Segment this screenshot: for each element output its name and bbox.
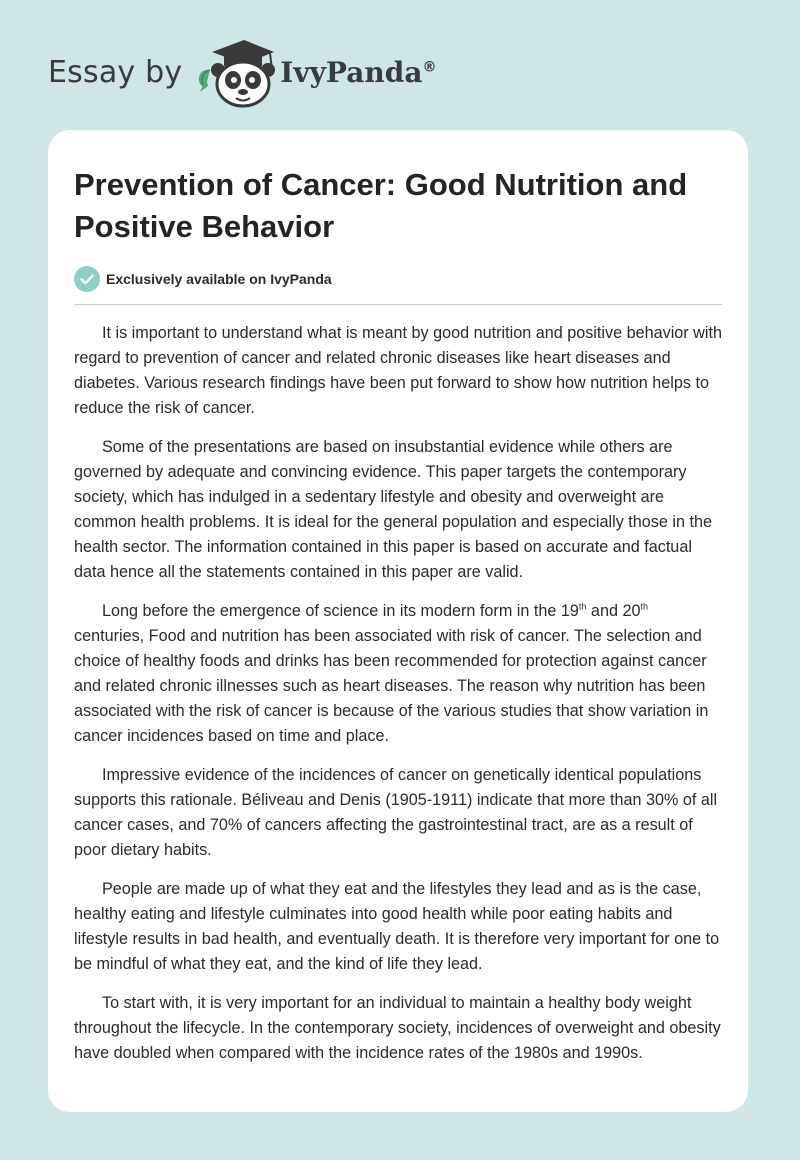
paragraph: Impressive evidence of the incidences of cancer on genetically identical populations supports this rationale. Béliveau and Denis (1905-1911) indicate that more than 30% of all cancer cases, and 70% of cancers affecting the gastrointestinal tract, are as a result of poor dietary habits. (74, 766, 718, 859)
essay-title: Prevention of Cancer: Good Nutrition and Positive Behavior (74, 167, 688, 244)
paragraph: Some of the presentations are based on insubstantial evidence while others are governed by adequate and convincing evidence. This paper targets the contemporary society, which has indulged in a sedentary lifestyle and obesity and overweight are common health problems. It is ideal for the general population and especially those in the health sector. The information contained in this paper is based on accurate and factual data hence all the statements contained in this paper are valid. (74, 438, 712, 581)
paragraph: People are made up of what they eat and the lifestyles they lead and as is the case, healthy eating and lifestyle culminates into good health while poor eating habits and lifestyle results in bad health, and eventually death. It is therefore very important for one to be mindful of what they eat, and the kind of life they lead. (74, 880, 720, 973)
superscript: th (578, 601, 587, 612)
essay-body (74, 321, 722, 1066)
title-divider (74, 304, 722, 305)
brand-prefix: Essay by (48, 54, 183, 90)
essay-card (48, 130, 748, 1112)
check-circle-icon (74, 266, 100, 292)
superscript: th (640, 601, 648, 612)
paragraph: It is important to understand what is meant by good nutrition and positive behavior with regard to prevention of cancer and related chronic diseases like heart diseases and diabetes. Various research findings have been put forward to show how nutrition helps to reduce the risk of cancer. (74, 324, 722, 417)
paragraph: To start with, it is very important for an individual to maintain a healthy body weight throughout the lifecycle. In the contemporary society, incidences of overweight and obesity have doubled when compared with the incidence rates of the 1980s and 1990s. (74, 994, 721, 1062)
brand-name: IvyPanda® (280, 55, 437, 89)
registered-mark: ® (422, 59, 437, 76)
paragraph: Long before the emergence of science in its modern form in the 19th and 20th centuries, Food and nutrition has been associated with risk of cancer. The selection and choice of healthy foods and drinks has been recommended for protection against cancer and related chronic illnesses such as heart diseases. The reason why nutrition has been associated with the risk of cancer is because of the various studies that show variation in cancer incidences based on time and place. (74, 601, 709, 745)
brand-header (48, 36, 436, 108)
exclusive-badge-text: Exclusively available on IvyPanda (106, 271, 332, 287)
panda-logo-icon (194, 36, 276, 108)
exclusive-badge (74, 266, 722, 292)
